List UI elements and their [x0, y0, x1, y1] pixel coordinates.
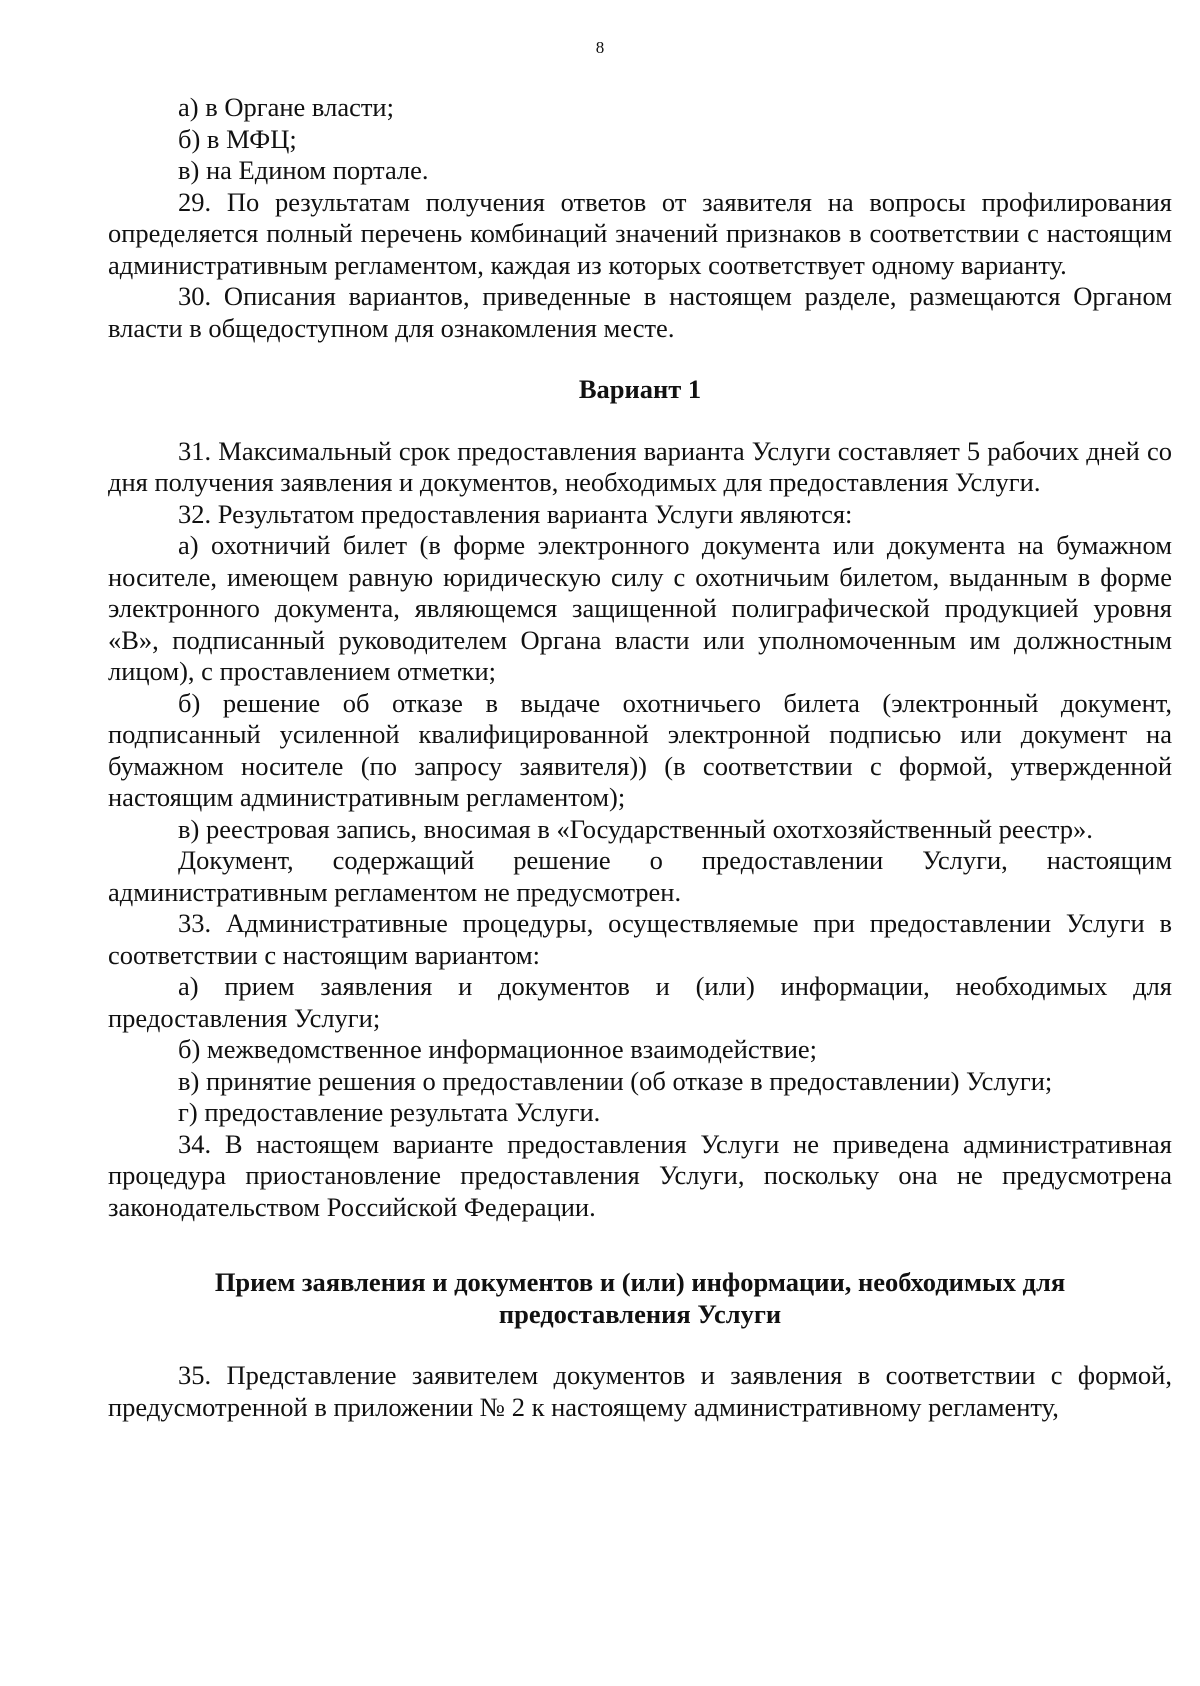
page-number: 8 [595, 38, 605, 57]
section-heading [108, 1267, 1172, 1330]
variant-heading: Вариант 1 [578, 374, 702, 404]
paragraph-31: 31. Максимальный срок предоставления варианта Услуги составляет 5 рабочих дней со дня получения заявления и документов, необходимых для предоставления Услуги. [108, 435, 1172, 497]
paragraph-34: 34. В настоящем варианте предоставления Услуги не приведена административная процедура приостановление предоставления Услуги, поскольку она не предусмотрена законодательством Российской Федерации. [108, 1128, 1172, 1222]
paragraph-32-b: б) решение об отказе в выдаче охотничьего билета (электронный документ, подписанный усиленной квалифицированной электронной подписью или документ на бумажном носителе (по запросу заявителя)) (в соответствии с формой, утвержденной настоящим административным регламентом); [108, 687, 1172, 812]
list-item-b: б) в МФЦ; [178, 123, 297, 154]
paragraph-32-c: в) реестровая запись, вносимая в «Государственный охотхозяйственный реестр». [178, 813, 1093, 844]
document-body [108, 92, 1172, 1423]
list-item-c: в) на Едином портале. [178, 155, 429, 185]
paragraph-33-d: г) предоставление результата Услуги. [178, 1097, 601, 1127]
paragraph-29: 29. По результатам получения ответов от заявителя на вопросы профилирования определяется полный перечень комбинаций значений признаков в соответствии с настоящим административным регламентом, каждая из которых соответствует одному варианту. [108, 186, 1172, 280]
paragraph-33-b: б) межведомственное информационное взаимодействие; [178, 1034, 818, 1064]
paragraph-33-a: а) прием заявления и документов и (или) информации, необходимых для предоставления Услуги; [108, 971, 1172, 1033]
paragraph-33: 33. Административные процедуры, осуществляемые при предоставлении Услуги в соответствии с настоящим вариантом: [108, 908, 1172, 970]
paragraph-30: 30. Описания вариантов, приведенные в настоящем разделе, размещаются Органом власти в общедоступном для ознакомления месте. [108, 281, 1172, 343]
paragraph-document-note: Документ, содержащий решение о предоставлении Услуги, настоящим административным регламентом не предусмотрен. [108, 845, 1172, 907]
paragraph-32: 32. Результатом предоставления варианта Услуги являются: [178, 498, 853, 529]
list-item-a: а) в Органе власти; [178, 92, 394, 122]
section-heading-line-1: Прием заявления и документов и (или) информации, необходимых для [214, 1267, 1066, 1297]
paragraph-32-a: а) охотничий билет (в форме электронного документа или документа на бумажном носителе, имеющем равную юридическую силу с охотничьим билетом, выданным в форме электронного документа, являющемся защищенной полиграфической продукцией уровня «В», подписанный руководителем Органа власти или уполномоченным им должностным лицом), с проставлением отметки; [108, 530, 1172, 686]
paragraph-33-c: в) принятие решения о предоставлении (об отказе в предоставлении) Услуги; [178, 1065, 1053, 1096]
section-heading-line-2: предоставления Услуги [498, 1298, 782, 1329]
paragraph-35: 35. Представление заявителем документов и заявления в соответствии с формой, предусмотренной в приложении № 2 к настоящему административному регламенту, [108, 1360, 1172, 1422]
